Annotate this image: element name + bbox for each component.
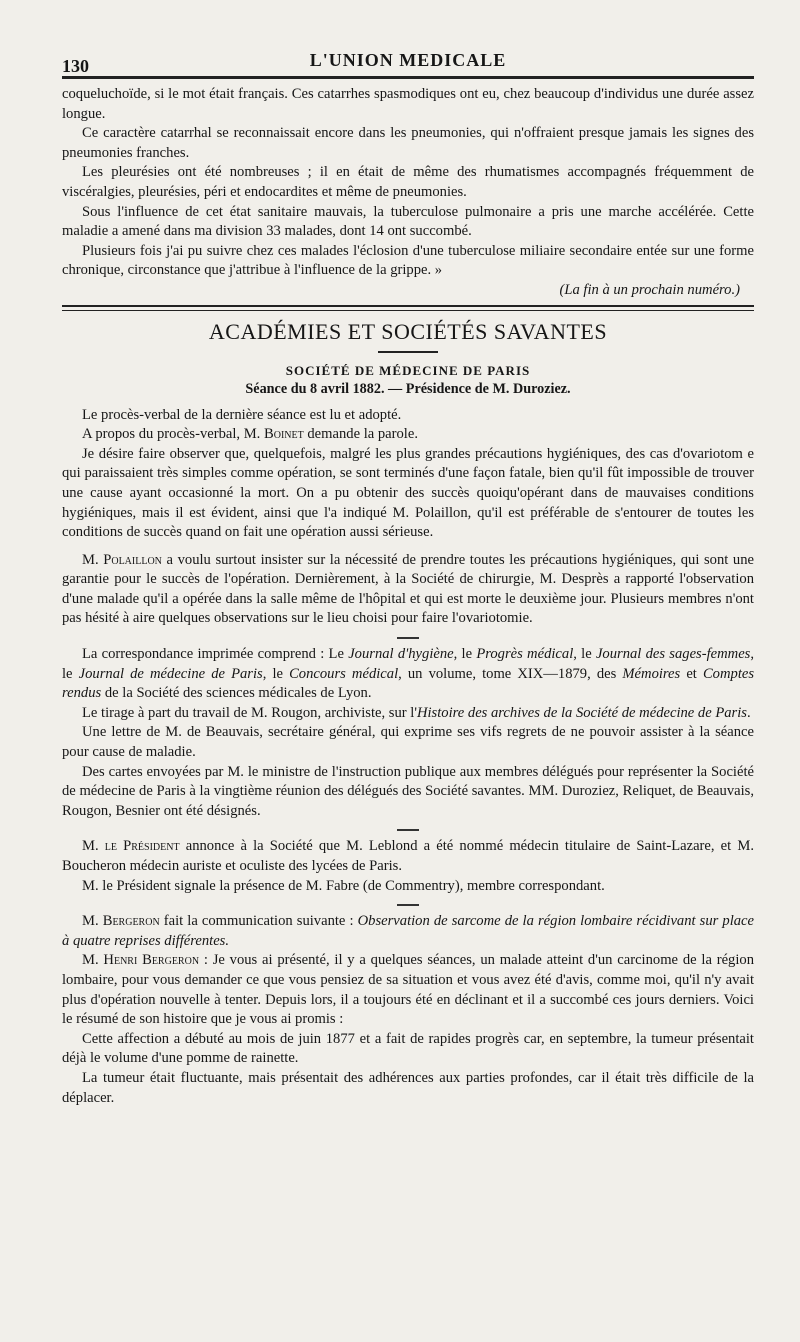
paragraph: M. le Président signale la présence de M. Fabre (de Commentry), membre correspondant.	[82, 877, 605, 894]
paragraph: Le procès-verbal de la dernière séance est lu et adopté.	[82, 406, 402, 423]
speaker-name: M. Polaillon	[82, 551, 162, 568]
work-title: Histoire des archives de la Société de médecine de Paris	[416, 704, 747, 721]
title-underline	[378, 351, 438, 353]
paragraph: Des cartes envoyées par M. le ministre de l'instruction publique aux membres délégués pour représenter la Société de médecine de Paris à la vingtième réunion des délégués des Société savantes. MM. Duroziez, Reliquet, de Beauvais, Rougon, Besnier ont été désignés.	[62, 763, 754, 819]
text-run: fait la communication suivante :	[159, 913, 358, 930]
text-run: : Je vous ai présenté, il y a quelques séances, un malade atteint d'un carcinome de la région lombaire, pour vous demander ce que vous pensiez de sa situation et vous avez été d'avis, comme moi, qu'il n'y avait plus d'opération nouvelle à tenter. Depuis lors, il a toujours été en déclinant et il a succombé ces jours derniers. Voici le résumé de son histoire que je vous ai promis :	[62, 952, 754, 1028]
text-run: de la Société des sciences médicales de Lyon.	[101, 685, 372, 702]
text-run: annonce à la Société que M. Leblond a été nommé médecin titulaire de Saint-Lazare, et M. Boucheron médecin auriste et oculiste des lycées de Paris.	[62, 838, 754, 874]
continued-note: (La fin à un prochain numéro.)	[559, 281, 740, 298]
session-heading: Séance du 8 avril 1882. — Présidence de M. Duroziez.	[245, 380, 571, 397]
paragraph	[62, 425, 754, 445]
text-run: La correspondance imprimée comprend : Le	[82, 646, 349, 663]
speaker-name: M. Henri Bergeron	[82, 952, 200, 969]
text-run: et	[680, 665, 703, 682]
page-header	[62, 46, 754, 76]
text-run: , le	[262, 665, 290, 682]
text-run: Le tirage à part du travail de M. Rougon, archiviste, sur l'	[82, 704, 417, 721]
spacer	[62, 543, 754, 551]
paragraph: Cette affection a débuté au mois de juin 1877 et a fait de rapides progrès car, en septembre, la tumeur présentait déjà le volume d'une pomme de rainette.	[62, 1030, 754, 1067]
paragraph	[62, 951, 754, 1029]
paragraph: La tumeur était fluctuante, mais présentait des adhérences aux parties profondes, car il était très difficile de la déplacer.	[62, 1069, 754, 1106]
communication-title: Observation de sarcome de la région lombaire récidivant sur place à quatre reprises différentes.	[62, 913, 754, 949]
speaker-name: Boinet	[263, 426, 304, 443]
paragraph	[62, 551, 754, 629]
society-title: SOCIÉTÉ DE MÉDECINE DE PARIS	[285, 362, 531, 378]
text-run: , un volume, tome XIX—1879, des	[398, 665, 623, 682]
separator	[397, 904, 419, 906]
separator	[397, 829, 419, 831]
journal-title: Mémoires	[622, 665, 681, 682]
journal-title: Comptes rendus	[62, 665, 755, 702]
speaker-name: M. le Président	[82, 838, 180, 855]
text-run: , le	[573, 646, 596, 663]
paragraph	[62, 704, 754, 724]
paragraph	[62, 645, 754, 704]
header-rule	[62, 76, 754, 79]
paragraph: Les pleurésies ont été nombreuses ; il en était de même des rhumatismes accompagnés fréquemment de viscéralgies, pleurésies, péri et endocardites et même de pneumonies.	[62, 164, 754, 200]
section-title: ACADÉMIES ET SOCIÉTÉS SAVANTES	[208, 318, 608, 344]
journal-title: Journal de médecine de Paris	[78, 665, 263, 682]
page-number: 130	[62, 56, 89, 76]
paragraph: coqueluchoïde, si le mot était français. Ces catarrhes spasmodiques ont eu, chez beaucoup d'individus une durée assez longue.	[62, 86, 754, 122]
paragraph: Une lettre de M. de Beauvais, secrétaire général, qui exprime ses vifs regrets de ne pouvoir assister à la séance pour cause de maladie.	[62, 724, 754, 761]
speaker-name: M. Bergeron	[82, 913, 160, 930]
paragraph	[62, 912, 754, 951]
paragraph: Plusieurs fois j'ai pu suivre chez ces malades l'éclosion d'une tuberculose miliaire secondaire entée sur une forme chronique, circonstance que j'attribue à l'influence de la grippe. »	[62, 242, 754, 279]
running-title: L'UNION MEDICALE	[309, 50, 507, 70]
journal-title: Progrès médical	[476, 646, 574, 663]
section-rule	[62, 305, 754, 311]
text-run: a voulu surtout insister sur la nécessité de prendre toutes les précautions hygiéniques, qui sont une garantie pour le succès de l'opération. Dernièrement, à la Société de chirurgie, M. Desprès a rapporté l'observation d'une malade qu'il a opérée dans la salle même de l'hôpital et qui est morte le deuxième jour. Plusieurs membres n'ont pas hésité à aire quelques observations sur le lieu choisi pour faire l'ovariotomie.	[62, 551, 755, 627]
text-run: , le	[453, 646, 477, 663]
text-run: .	[746, 704, 751, 721]
journal-title: Journal d'hygiène	[348, 646, 454, 663]
paragraph: Sous l'influence de cet état sanitaire mauvais, la tuberculose pulmonaire a pris une marche accélérée. Cette maladie a amené dans ma division 33 malades, dont 14 ont succombé.	[62, 203, 754, 240]
paragraph	[62, 837, 754, 876]
paragraph: Je désire faire observer que, quelquefois, malgré les plus grandes précautions hygiéniques, des cas d'ovariotom e qui paraissaient très simples comme opération, se sont terminés d'une façon fatale, bien qu'il fût impossible de trouver une cause ayant occasionné la mort. On a pu obtenir des succès quoiqu'opérant dans de mauvaises conditions hygiéniques, mais il est évident, ainsi que l'a indiqué M. Polaillon, qu'il est préférable de s'entourer de toutes les conditions de succès quand on fait une opération aussi sérieuse.	[62, 445, 754, 541]
paragraph: Ce caractère catarrhal se reconnaissait encore dans les pneumonies, qui n'offraient presque jamais les signes des pneumonies franches.	[62, 125, 754, 161]
text-run: , le	[62, 646, 755, 682]
text-run: A propos du procès-verbal, M.	[82, 426, 264, 443]
text-run: demande la parole.	[303, 426, 418, 443]
journal-title: Journal des sages-femmes	[595, 646, 751, 663]
separator	[397, 637, 419, 639]
journal-title: Concours médical	[289, 665, 399, 682]
